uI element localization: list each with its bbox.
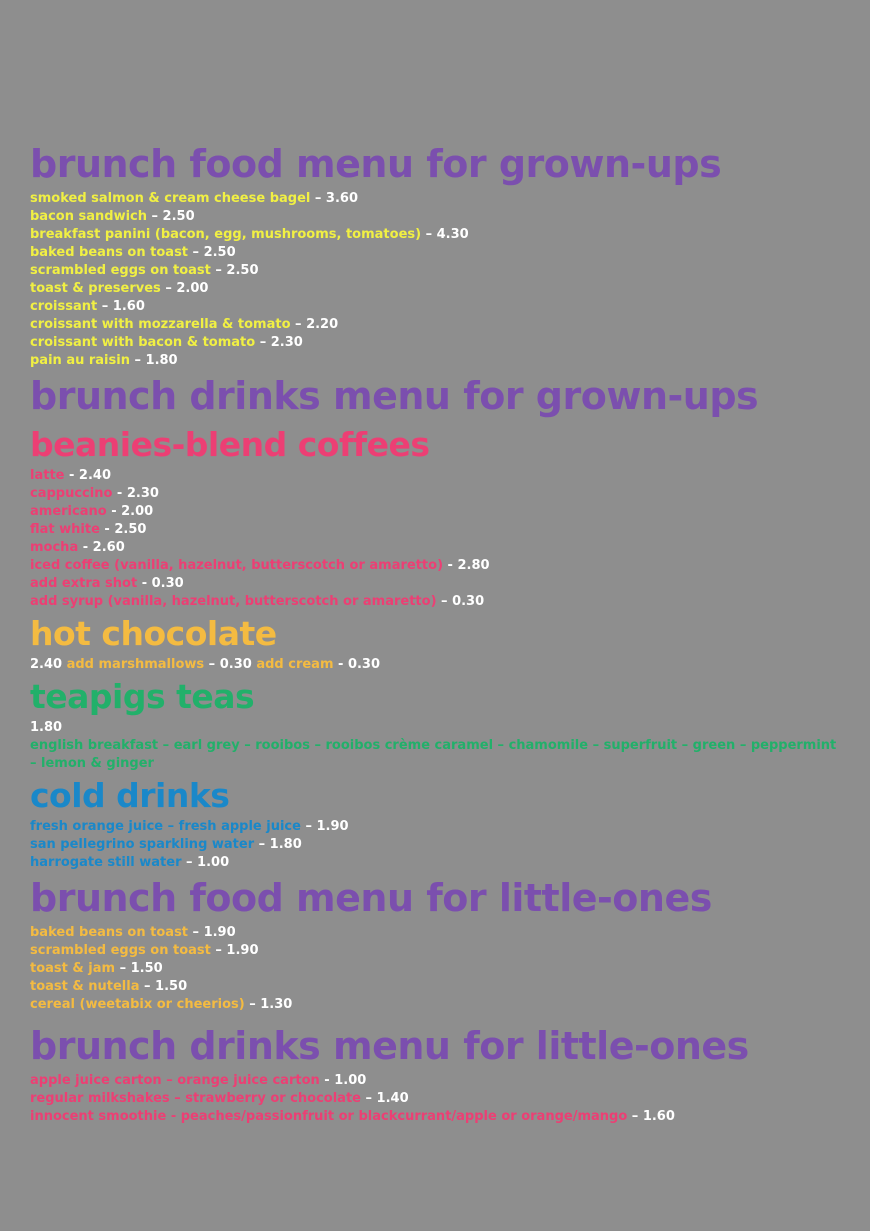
list-item — [30, 226, 850, 244]
item-price: – 1.90 — [192, 925, 236, 940]
item-name: pain au raisin — [30, 353, 130, 368]
list-item — [30, 316, 850, 334]
list-item — [30, 924, 850, 942]
item-name: harrogate still water — [30, 855, 182, 870]
item-name: baked beans on toast — [30, 925, 193, 940]
list-item — [30, 521, 850, 539]
menu-page — [30, 138, 850, 1126]
list-item — [30, 467, 850, 485]
item-name: scrambled eggs on toast — [30, 263, 211, 278]
list-item — [30, 1108, 850, 1126]
list-item — [30, 280, 850, 298]
item-name: flat white — [30, 522, 100, 537]
list-item — [30, 190, 850, 208]
item-price: - 1.00 — [319, 1073, 367, 1088]
item-name: toast & jam — [30, 961, 116, 976]
list-item — [30, 593, 850, 611]
list-item — [30, 818, 850, 836]
cold-drinks-title: cold drinks — [30, 776, 230, 815]
item-price: - 2.80 — [443, 558, 490, 573]
item-name: croissant with mozzarella & tomato — [30, 317, 291, 332]
cold-drinks-list — [30, 818, 850, 872]
item-price: – 1.50 — [139, 979, 188, 994]
item-price: – 2.20 — [290, 317, 339, 332]
item-name: innocent smoothie - peaches/passionfruit or blackcurrant/apple or orange/mango — [30, 1109, 628, 1124]
food-littleones-section — [30, 872, 850, 1014]
drinks-grownups-title: brunch drinks menu for grown-ups — [30, 374, 759, 418]
item-name: toast & preserves — [30, 281, 161, 296]
list-item — [30, 244, 850, 262]
list-item — [30, 539, 850, 557]
list-item — [30, 1072, 850, 1090]
item-name: mocha — [30, 540, 79, 555]
drinks-littleones-title: brunch drinks menu for little-ones — [30, 1024, 749, 1068]
item-price: – 2.00 — [160, 281, 209, 296]
food-littleones-list — [30, 924, 850, 1014]
item-price: – 1.40 — [360, 1091, 409, 1106]
item-price: – 1.90 — [210, 943, 259, 958]
item-price: – 4.30 — [421, 227, 469, 242]
item-name: baked beans on toast — [30, 245, 193, 260]
list-item — [30, 485, 850, 503]
item-price: – 1.00 — [181, 855, 230, 870]
list-item — [30, 262, 850, 280]
item-name: croissant with bacon & tomato — [30, 335, 256, 350]
drinks-littleones-list — [30, 1072, 850, 1126]
item-name: breakfast panini (bacon, egg, mushrooms, tomatoes) — [30, 227, 422, 242]
list-item — [30, 978, 850, 996]
item-name: add extra shot — [30, 576, 138, 591]
coffees-title: beanies-blend coffees — [30, 425, 430, 464]
extra-name: add marshmallows — [62, 657, 205, 672]
item-name: scrambled eggs on toast — [30, 943, 211, 958]
food-grownups-title: brunch food menu for grown-ups — [30, 142, 722, 186]
list-item — [30, 575, 850, 593]
item-name: croissant — [30, 299, 98, 314]
item-price: – 1.60 — [627, 1109, 675, 1124]
item-price: – 3.60 — [310, 191, 358, 206]
list-item — [30, 208, 850, 226]
item-price: – 1.30 — [244, 997, 293, 1012]
hot-chocolate-title: hot chocolate — [30, 614, 277, 653]
list-item — [30, 334, 850, 352]
item-price: – 1.80 — [129, 353, 178, 368]
item-name: san pellegrino sparkling water — [30, 837, 255, 852]
tea-price — [30, 719, 850, 737]
list-item — [30, 854, 850, 872]
item-price: – 1.60 — [97, 299, 145, 314]
food-grownups-list — [30, 190, 850, 370]
item-name: iced coffee (vanilla, hazelnut, butterscotch or amaretto) — [30, 558, 444, 573]
item-name: latte — [30, 468, 65, 483]
item-price: - 2.40 — [64, 468, 112, 483]
extra-price: – 0.30 — [204, 657, 252, 672]
tea-varieties: english breakfast – earl grey – rooibos – rooibos crème caramel – chamomile – superfruit – green – peppermint – lemon & ginger — [30, 738, 837, 771]
item-name: regular milkshakes – strawberry or chocolate — [30, 1091, 361, 1106]
item-price: – 2.50 — [192, 245, 236, 260]
item-price: - 2.60 — [78, 540, 125, 555]
list-item — [30, 656, 850, 674]
list-item — [30, 942, 850, 960]
list-item — [30, 1090, 850, 1108]
item-price: - 2.00 — [106, 504, 154, 519]
item-price: – 2.50 — [151, 209, 195, 224]
item-name: americano — [30, 504, 107, 519]
item-price: - 2.30 — [112, 486, 159, 501]
coffees-list — [30, 467, 850, 611]
item-price: – 0.30 — [436, 594, 485, 609]
list-item — [30, 996, 850, 1014]
list-item — [30, 298, 850, 316]
food-littleones-title: brunch food menu for little-ones — [30, 876, 712, 920]
list-item — [30, 352, 850, 370]
drinks-grownups-section — [30, 370, 850, 872]
list-item — [30, 557, 850, 575]
teas-title: teapigs teas — [30, 677, 255, 716]
item-name: cappuccino — [30, 486, 113, 501]
extra-price: - 0.30 — [333, 657, 381, 672]
item-price: 1.80 — [30, 720, 63, 735]
item-price: – 2.30 — [255, 335, 303, 350]
list-item — [30, 960, 850, 978]
item-name: add syrup (vanilla, hazelnut, butterscotch or amaretto) — [30, 594, 437, 609]
teas-list — [30, 719, 850, 737]
item-price: – 2.50 — [210, 263, 259, 278]
item-name: bacon sandwich — [30, 209, 152, 224]
item-price: – 1.90 — [300, 819, 349, 834]
hot-chocolate-list — [30, 656, 850, 674]
list-item — [30, 503, 850, 521]
list-item — [30, 836, 850, 854]
item-name: toast & nutella — [30, 979, 140, 994]
item-name: cereal (weetabix or cheerios) — [30, 997, 245, 1012]
drinks-littleones-section — [30, 1020, 850, 1126]
item-price: – 1.50 — [115, 961, 163, 976]
item-name: smoked salmon & cream cheese bagel — [30, 191, 311, 206]
item-price: - 0.30 — [137, 576, 184, 591]
item-price: - 2.50 — [99, 522, 147, 537]
food-grownups-section — [30, 138, 850, 370]
item-name: fresh orange juice – fresh apple juice — [30, 819, 301, 834]
item-price: – 1.80 — [254, 837, 302, 852]
hot-chocolate-price: 2.40 — [30, 657, 63, 672]
extra-name: add cream — [251, 657, 334, 672]
item-name: apple juice carton – orange juice carton — [30, 1073, 320, 1088]
